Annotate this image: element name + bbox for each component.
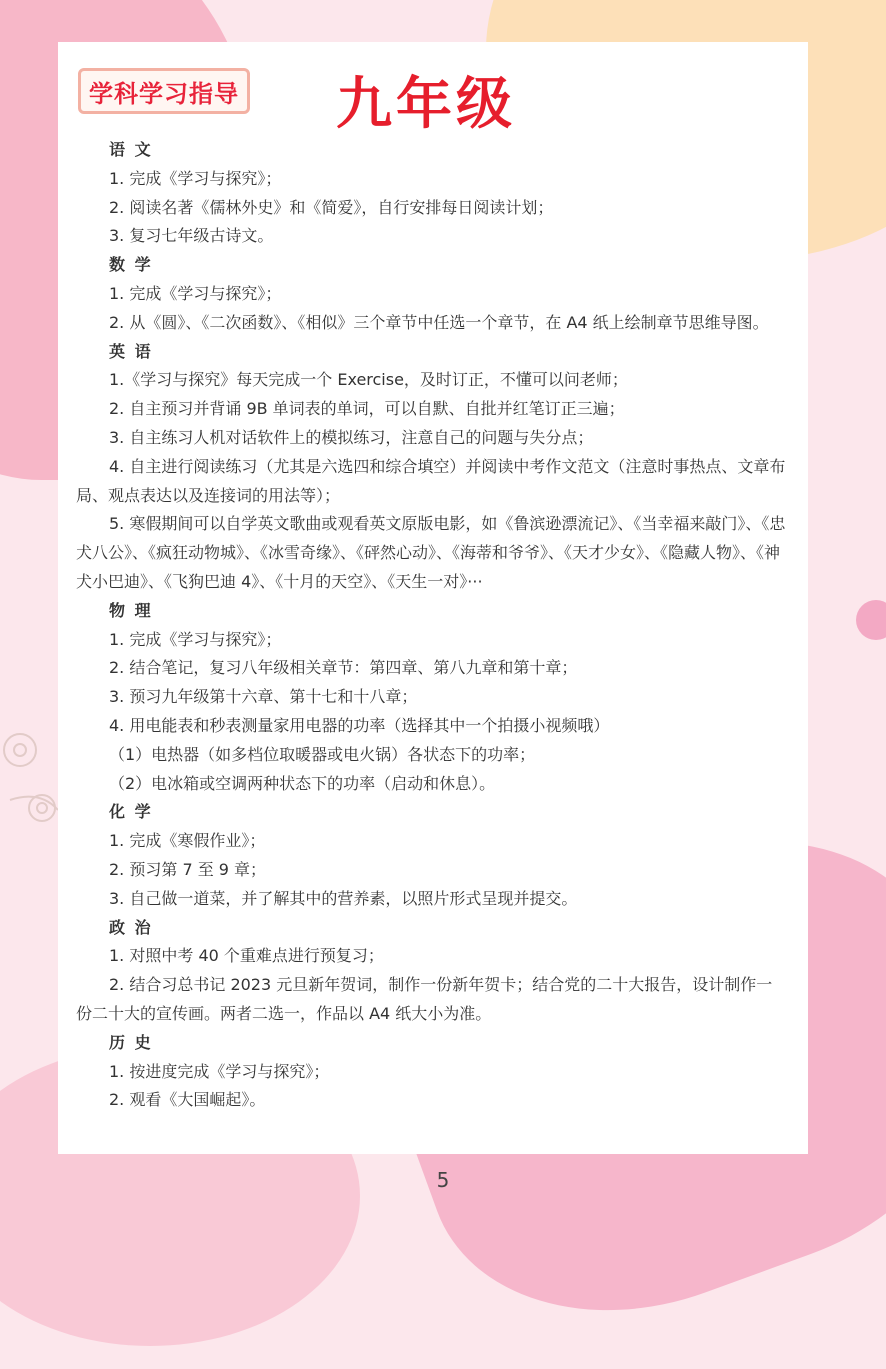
list-item: 2. 结合习总书记 2023 元旦新年贺词，制作一份新年贺卡；结合党的二十大报告，设计制作一份二十大的宣传画。两者二选一，作品以 A4 纸大小为准。 [76,975,773,1023]
list-item: （2）电冰箱或空调两种状态下的功率（启动和休息）。 [109,773,496,793]
list-item: （1）电热器（如多档位取暖器或电火锅）各状态下的功率； [109,744,536,764]
section-title-politics: 政 治 [109,917,153,937]
list-item: 2. 预习第 7 至 9 章； [109,859,267,879]
list-item: 3. 自主练习人机对话软件上的模拟练习，注意自己的问题与失分点； [109,427,594,447]
subject-guide-badge: 学科学习指导 [78,68,250,114]
list-item: 5. 寒假期间可以自学英文歌曲或观看英文原版电影，如《鲁滨逊漂流记》、《当幸福来敲门》、《忠犬八公》、《疯狂动物城》、《冰雪奇缘》、《砰然心动》、《海蒂和爷爷》、《天才少女》、《隐藏人物》、《神犬小巴迪》、《飞狗巴迪 4》、《十月的天空》、《天生一对》··· [76,514,786,591]
section-title-english: 英 语 [109,341,153,361]
petal-decoration [856,600,886,640]
list-item: 3. 复习七年级古诗文。 [109,226,274,246]
list-item: 4. 自主进行阅读练习（尤其是六选四和综合填空）并阅读中考作文范文（注意时事热点、文章布局、观点表达以及连接词的用法等）； [76,456,786,505]
section-title-history: 历 史 [109,1032,153,1052]
list-item: 1. 完成《学习与探究》； [109,168,282,188]
section-title-math: 数 学 [109,255,153,275]
section-title-chemistry: 化 学 [109,802,153,822]
page-card [58,42,808,1154]
list-item: 2. 阅读名著《儒林外史》和《简爱》，自行安排每日阅读计划； [109,197,554,217]
list-item: 4. 用电能表和秒表测量家用电器的功率（选择其中一个拍摄小视频哦） [109,715,610,735]
section-title-chinese: 语 文 [109,140,153,159]
list-item: 3. 自己做一道菜，并了解其中的营养素，以照片形式呈现并提交。 [109,888,578,908]
list-item: 1. 完成《寒假作业》； [109,831,266,851]
grade-title: 九年级 [336,72,516,137]
list-item: 2. 结合笔记，复习八年级相关章节：第四章、第八九章和第十章； [109,658,578,678]
list-item: 1.《学习与探究》每天完成一个 Exercise，及时订正，不懂可以问老师； [109,370,628,390]
section-title-physics: 物 理 [109,600,153,620]
list-item: 2. 自主预习并背诵 9B 单词表的单词，可以自默、自批并红笔订正三遍； [109,399,625,419]
list-item: 1. 完成《学习与探究》； [109,629,282,649]
page-number: 5 [436,1168,450,1192]
list-item: 2. 观看《大国崛起》。 [109,1090,266,1110]
list-item: 3. 预习九年级第十六章、第十七和十八章； [109,687,418,707]
list-item: 1. 按进度完成《学习与探究》； [109,1061,330,1081]
list-item: 2. 从《圆》、《二次函数》、《相似》三个章节中任选一个章节，在 A4 纸上绘制章节思维导图。 [109,312,769,332]
content [76,136,786,1115]
list-item: 1. 完成《学习与探究》； [109,283,282,303]
list-item: 1. 对照中考 40 个重难点进行预复习； [109,946,384,966]
